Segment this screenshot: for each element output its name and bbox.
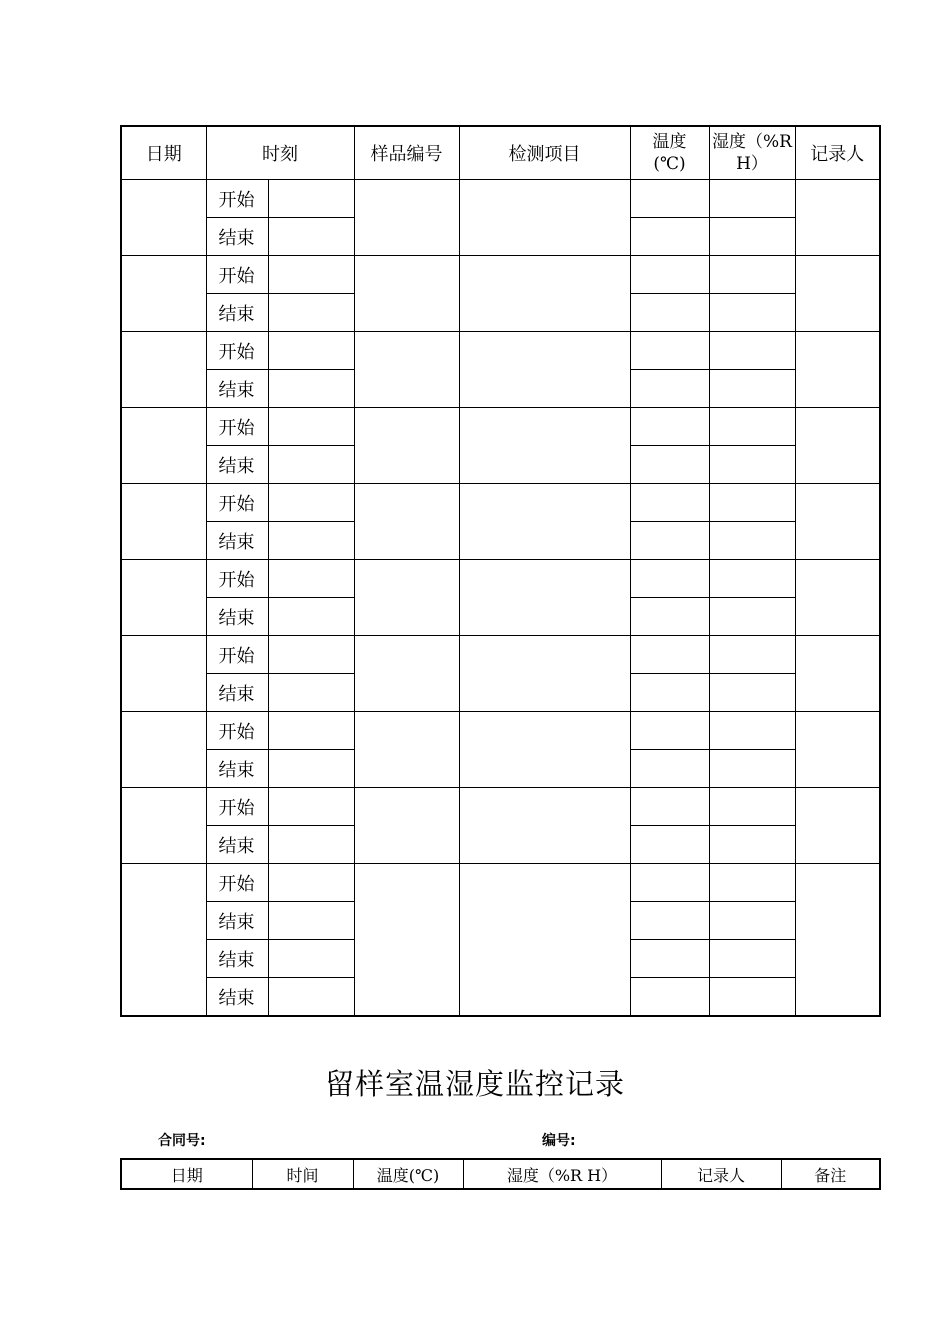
humidity-cell[interactable] — [709, 446, 795, 484]
temperature-cell[interactable] — [630, 712, 709, 750]
header-humidity — [709, 126, 795, 180]
table-row — [121, 560, 880, 598]
start-label: 开始 — [206, 636, 268, 674]
header-humidity-line1: 湿度（%R — [712, 132, 792, 152]
humidity-cell[interactable] — [709, 750, 795, 788]
end-label: 结束 — [206, 750, 268, 788]
time-value-cell[interactable] — [268, 636, 354, 674]
humidity-cell[interactable] — [709, 712, 795, 750]
sample-no-cell[interactable] — [354, 560, 459, 636]
humidity-cell[interactable] — [709, 484, 795, 522]
date-cell[interactable] — [121, 864, 206, 1017]
recorder-cell[interactable] — [795, 408, 880, 484]
time-value-cell[interactable] — [268, 788, 354, 826]
date-cell[interactable] — [121, 560, 206, 636]
temperature-cell[interactable] — [630, 484, 709, 522]
time-value-cell[interactable] — [268, 408, 354, 446]
header-test-item: 检测项目 — [459, 126, 630, 180]
table-row — [121, 636, 880, 674]
bottom-header-row — [121, 1159, 880, 1189]
temperature-cell[interactable] — [630, 940, 709, 978]
date-cell[interactable] — [121, 332, 206, 408]
header-sample-no: 样品编号 — [354, 126, 459, 180]
date-cell[interactable] — [121, 484, 206, 560]
contract-number-label: 合同号: — [158, 1133, 206, 1149]
temperature-cell[interactable] — [630, 180, 709, 218]
test-item-cell[interactable] — [459, 408, 630, 484]
test-item-cell[interactable] — [459, 332, 630, 408]
sample-no-cell[interactable] — [354, 180, 459, 256]
time-value-cell[interactable] — [268, 750, 354, 788]
bottom-header-recorder: 记录人 — [661, 1159, 781, 1189]
bottom-header-time: 时间 — [252, 1159, 353, 1189]
temperature-cell[interactable] — [630, 864, 709, 902]
bottom-header-date: 日期 — [121, 1159, 252, 1189]
time-value-cell[interactable] — [268, 560, 354, 598]
recorder-cell[interactable] — [795, 712, 880, 788]
end-label: 结束 — [206, 940, 268, 978]
time-value-cell[interactable] — [268, 712, 354, 750]
date-cell[interactable] — [121, 788, 206, 864]
time-value-cell[interactable] — [268, 180, 354, 218]
time-value-cell[interactable] — [268, 598, 354, 636]
recorder-cell[interactable] — [795, 560, 880, 636]
time-value-cell[interactable] — [268, 218, 354, 256]
temperature-cell[interactable] — [630, 408, 709, 446]
temperature-cell[interactable] — [630, 294, 709, 332]
recorder-cell[interactable] — [795, 788, 880, 864]
recorder-cell[interactable] — [795, 256, 880, 332]
temperature-cell[interactable] — [630, 332, 709, 370]
table-row — [121, 788, 880, 826]
end-label: 结束 — [206, 218, 268, 256]
temperature-cell[interactable] — [630, 598, 709, 636]
humidity-cell[interactable] — [709, 826, 795, 864]
time-value-cell[interactable] — [268, 902, 354, 940]
temperature-cell[interactable] — [630, 636, 709, 674]
date-cell[interactable] — [121, 256, 206, 332]
test-item-cell[interactable] — [459, 180, 630, 256]
sample-no-cell[interactable] — [354, 864, 459, 1017]
humidity-cell[interactable] — [709, 522, 795, 560]
start-label: 开始 — [206, 864, 268, 902]
end-label: 结束 — [206, 674, 268, 712]
humidity-cell[interactable] — [709, 370, 795, 408]
humidity-cell[interactable] — [709, 256, 795, 294]
end-label: 结束 — [206, 978, 268, 1017]
table-row — [121, 712, 880, 750]
time-value-cell[interactable] — [268, 332, 354, 370]
end-label: 结束 — [206, 902, 268, 940]
humidity-cell[interactable] — [709, 940, 795, 978]
test-item-cell[interactable] — [459, 636, 630, 712]
time-value-cell[interactable] — [268, 370, 354, 408]
sample-no-cell[interactable] — [354, 788, 459, 864]
end-label: 结束 — [206, 370, 268, 408]
humidity-cell[interactable] — [709, 560, 795, 598]
humidity-cell[interactable] — [709, 636, 795, 674]
table-row — [121, 332, 880, 370]
temperature-cell[interactable] — [630, 788, 709, 826]
humidity-cell[interactable] — [709, 332, 795, 370]
header-temperature — [630, 126, 709, 180]
date-cell[interactable] — [121, 408, 206, 484]
recorder-cell[interactable] — [795, 864, 880, 1017]
table-row — [121, 256, 880, 294]
temperature-cell[interactable] — [630, 826, 709, 864]
temperature-cell[interactable] — [630, 750, 709, 788]
temperature-cell[interactable] — [630, 560, 709, 598]
date-cell[interactable] — [121, 712, 206, 788]
date-cell[interactable] — [121, 180, 206, 256]
test-item-cell[interactable] — [459, 256, 630, 332]
time-value-cell[interactable] — [268, 674, 354, 712]
humidity-cell[interactable] — [709, 788, 795, 826]
sample-no-cell[interactable] — [354, 484, 459, 560]
humidity-cell[interactable] — [709, 598, 795, 636]
time-value-cell[interactable] — [268, 484, 354, 522]
humidity-cell[interactable] — [709, 180, 795, 218]
humidity-cell[interactable] — [709, 674, 795, 712]
sample-no-cell[interactable] — [354, 712, 459, 788]
time-value-cell[interactable] — [268, 864, 354, 902]
start-label: 开始 — [206, 484, 268, 522]
time-value-cell[interactable] — [268, 826, 354, 864]
humidity-cell[interactable] — [709, 218, 795, 256]
bottom-record-table — [120, 1158, 881, 1190]
recorder-cell[interactable] — [795, 636, 880, 712]
start-label: 开始 — [206, 256, 268, 294]
time-value-cell[interactable] — [268, 256, 354, 294]
start-label: 开始 — [206, 712, 268, 750]
temperature-cell[interactable] — [630, 902, 709, 940]
start-label: 开始 — [206, 180, 268, 218]
end-label: 结束 — [206, 826, 268, 864]
test-item-cell[interactable] — [459, 560, 630, 636]
end-label: 结束 — [206, 598, 268, 636]
test-item-cell[interactable] — [459, 712, 630, 788]
table-row — [121, 180, 880, 218]
time-value-cell[interactable] — [268, 446, 354, 484]
table-row — [121, 864, 880, 902]
end-label: 结束 — [206, 446, 268, 484]
temperature-cell[interactable] — [630, 218, 709, 256]
header-recorder: 记录人 — [795, 126, 880, 180]
header-temperature-line2: (℃) — [653, 154, 686, 174]
end-label: 结束 — [206, 294, 268, 332]
header-humidity-line2: H） — [736, 154, 768, 174]
temperature-cell[interactable] — [630, 370, 709, 408]
sample-no-cell[interactable] — [354, 408, 459, 484]
test-item-cell[interactable] — [459, 788, 630, 864]
sample-no-cell[interactable] — [354, 636, 459, 712]
test-item-cell[interactable] — [459, 864, 630, 1017]
document-number-label: 编号: — [542, 1133, 576, 1149]
test-item-cell[interactable] — [459, 484, 630, 560]
temperature-cell[interactable] — [630, 522, 709, 560]
time-value-cell[interactable] — [268, 978, 354, 1017]
table-row — [121, 408, 880, 446]
start-label: 开始 — [206, 332, 268, 370]
humidity-cell[interactable] — [709, 408, 795, 446]
date-cell[interactable] — [121, 636, 206, 712]
recorder-cell[interactable] — [795, 180, 880, 256]
humidity-cell[interactable] — [709, 294, 795, 332]
bottom-header-temperature: 温度(℃) — [353, 1159, 463, 1189]
sample-no-cell[interactable] — [354, 332, 459, 408]
table-header-row — [121, 126, 880, 180]
page-title: 留样室温湿度监控记录 — [324, 1067, 625, 1101]
header-date: 日期 — [121, 126, 206, 180]
time-value-cell[interactable] — [268, 940, 354, 978]
start-label: 开始 — [206, 560, 268, 598]
recorder-cell[interactable] — [795, 332, 880, 408]
temperature-cell[interactable] — [630, 978, 709, 1017]
bottom-header-humidity: 湿度（%R H） — [463, 1159, 661, 1189]
header-time: 时刻 — [206, 126, 354, 180]
humidity-cell[interactable] — [709, 902, 795, 940]
start-label: 开始 — [206, 408, 268, 446]
temperature-cell[interactable] — [630, 256, 709, 294]
humidity-cell[interactable] — [709, 978, 795, 1017]
bottom-header-remarks: 备注 — [781, 1159, 880, 1189]
time-value-cell[interactable] — [268, 522, 354, 560]
monitoring-record-table — [120, 125, 881, 1017]
table-row — [121, 484, 880, 522]
time-value-cell[interactable] — [268, 294, 354, 332]
start-label: 开始 — [206, 788, 268, 826]
temperature-cell[interactable] — [630, 446, 709, 484]
sample-no-cell[interactable] — [354, 256, 459, 332]
end-label: 结束 — [206, 522, 268, 560]
header-temperature-line1: 温度 — [652, 132, 687, 152]
recorder-cell[interactable] — [795, 484, 880, 560]
humidity-cell[interactable] — [709, 864, 795, 902]
temperature-cell[interactable] — [630, 674, 709, 712]
